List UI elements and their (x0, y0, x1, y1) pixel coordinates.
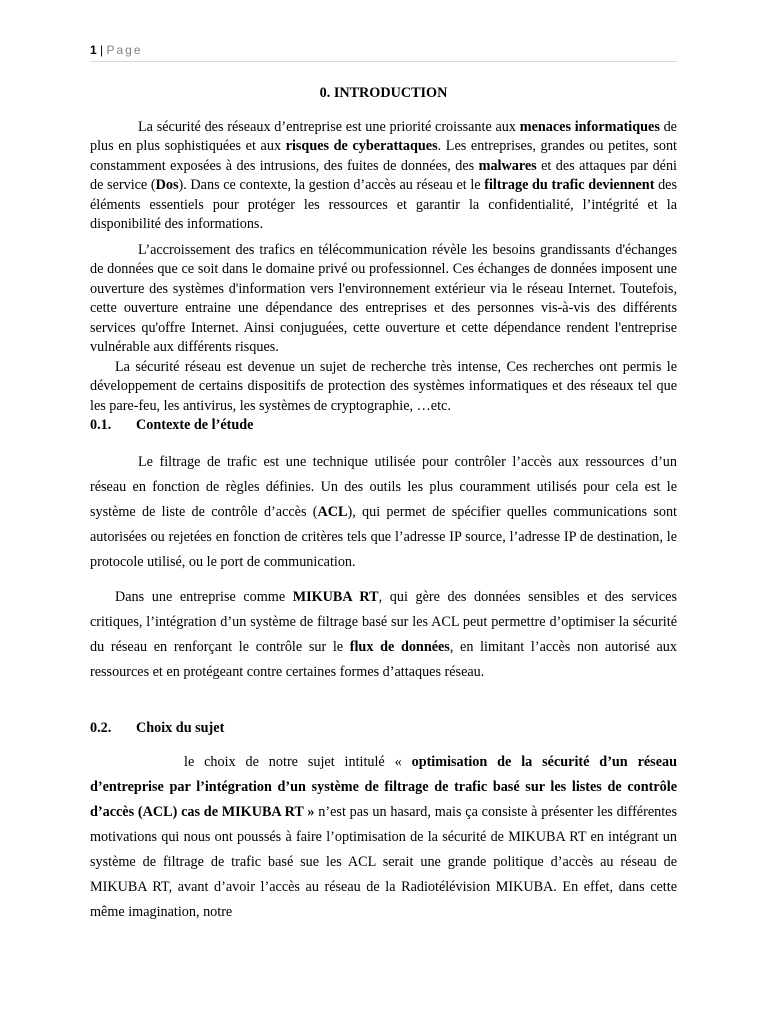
section-number: 0.2. (90, 719, 112, 736)
intro-paragraph-1: La sécurité des réseaux d’entreprise est une priorité croissante aux menaces informatiques de plus en plus sophistiquées et aux risques de cyberattaques. Les entreprises, grandes ou petites, sont constamment exposées à des intrusions, des fuites de données, des malwares et des attaques par déni de service (Dos). Dans ce contexte, la gestion d’accès au réseau et le filtrage du trafic deviennent des éléments essentiels pour protéger les ressources et garantir la confidentialité, l’intégrité et la disponibilité des informations. (90, 118, 677, 232)
intro-paragraph-3: La sécurité réseau est devenue un sujet de recherche très intense, Ces recherches ont permis le développement de certains dispositifs de protection des systèmes informatiques et des réseaux tel que les pare-feu, les antivirus, les systèmes de cryptographie, …etc. (90, 358, 677, 414)
intro-paragraph-2: L’accroissement des trafics en télécommunication révèle les besoins grandissants d'échanges de données que ce soit dans le domaine privé ou professionnel. Ces échanges de données imposent une ouverture des systèmes d'information vers l'environnement extérieur via le réseau Internet. Toutefois, cette ouverture entraine une dépendance des entreprises et des personnes vis-à-vis des différents services qu'offre Internet. Ainsi conjuguées, cette ouverture et cette dépendance rendent l'entreprise vulnérable aux différents risques. (90, 241, 677, 355)
page-separator: | (96, 43, 107, 57)
context-paragraph-1: Le filtrage de trafic est une technique utilisée pour contrôler l’accès aux ressources d’un réseau en fonction de règles définies. Un des outils les plus couramment utilisés pour cela est le système de liste de contrôle d’accès (ACL), qui permet de spécifier quelles communications sont autorisées ou rejetées en fonction de critères tels que l’adresse IP source, l’adresse IP de destination, le protocole utilisé, ou le port de communication. (90, 453, 677, 570)
section-heading-context (90, 416, 677, 436)
page-header (90, 43, 677, 62)
choice-paragraph-1: le choix de notre sujet intitulé « optimisation de la sécurité d’un réseau d’entreprise par l’intégration d’un système de filtrage de trafic basé sur les listes de contrôle d’accès (ACL) cas de MIKUBA RT » n’est pas un hasard, mais ça consiste à présenter les différentes motivations qui nous ont poussés à faire l’optimisation de la sécurité de MIKUBA RT en intégrant un système de filtrage de trafic basé sue les ACL serait une grande politique d’accès au réseau de MIKUBA RT, avant d’avoir l’accès au réseau de la Radiotélévision MIKUBA. En effet, dans cette même imagination, notre (90, 754, 677, 920)
document-body (90, 84, 677, 925)
context-paragraph-2: Dans une entreprise comme MIKUBA RT, qui gère des données sensibles et des services critiques, l’intégration d’un système de filtrage basé sur les ACL peut permettre d’optimiser la sécurité du réseau en renforçant le contrôle sur le flux de données, en limitant l’accès non autorisé aux ressources et en protégeant contre certaines formes d’attaques réseau. (90, 588, 677, 680)
page-title: 0. INTRODUCTION (319, 85, 448, 101)
section-heading-choice (90, 719, 677, 739)
page-label: Page (106, 43, 143, 57)
section-title: Contexte de l’étude (136, 417, 254, 433)
page-number: 1 (90, 43, 97, 57)
section-title: Choix du sujet (136, 719, 225, 736)
section-number: 0.1. (90, 417, 112, 433)
